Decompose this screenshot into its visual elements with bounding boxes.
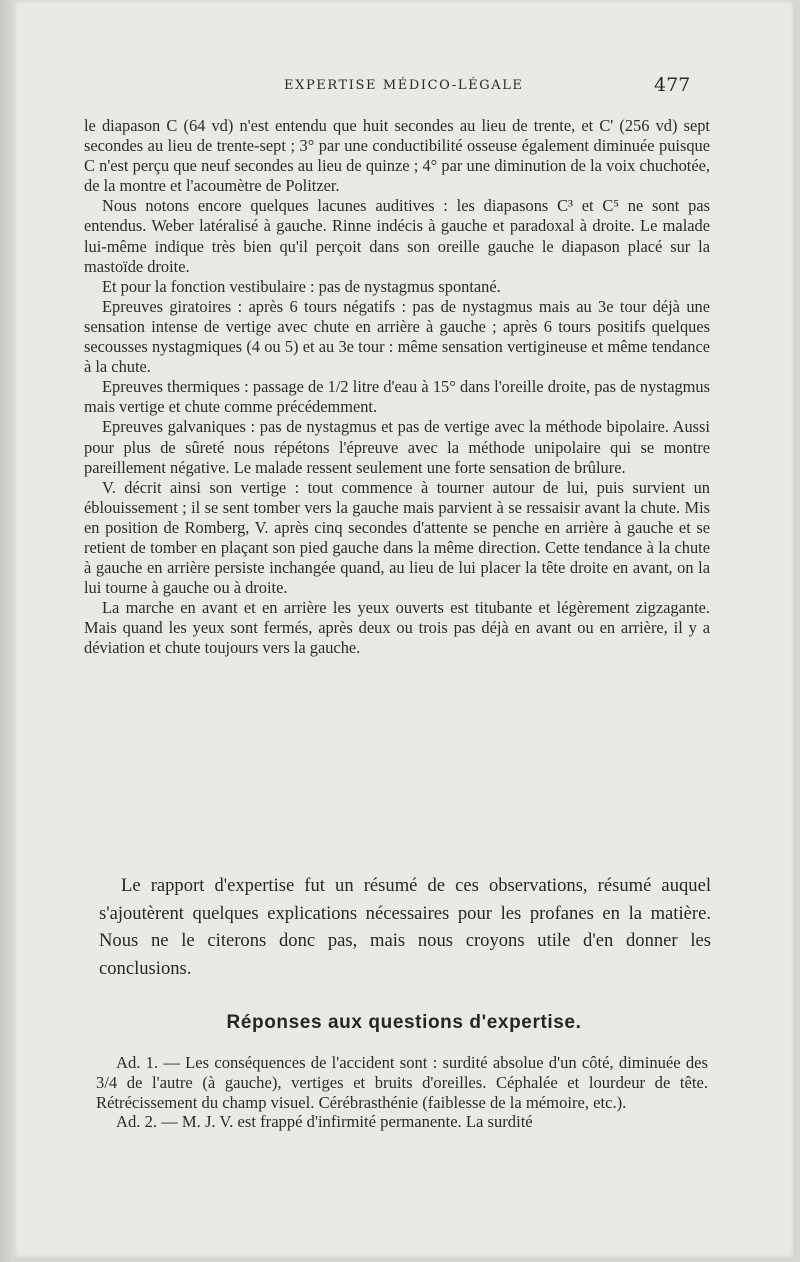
page-binding-edge — [0, 0, 14, 1262]
book-page — [14, 0, 794, 1258]
intro-paragraph: Le rapport d'expertise fut un résumé de ces observations, résumé auquel s'ajoutèrent quelques explications nécessaires pour les profanes en la matière. Nous ne le citerons donc pas, mais nous croyons utile d'en donner les conclusions. — [99, 875, 711, 979]
paragraph: V. décrit ainsi son vertige : tout commence à tourner autour de lui, puis survient un éblouissement ; il se sent tomber vers la gauche mais parvient à se ressaisir avant la chute. Mis en position de Romberg, V. après cinq secondes d'attente se penche en arrière à gauche et se retient de tomber en plaçant son pied gauche dans la même direction. Cette tendance à la chute à gauche en arrière persiste inchangée quand, au lieu de lui placer la tête droite en avant, on la lui tourne à gauche ou à droite. — [84, 477, 710, 598]
paragraph: Epreuves giratoires : après 6 tours négatifs : pas de nystagmus mais au 3e tour déjà une sensation intense de vertige avec chute en arrière à gauche ; après 6 tours positifs quelques secousses nystagmiques (4 ou 5) et au 3e tour : même sensation vertigineuse et même tendance à la chute. — [84, 296, 710, 377]
running-head: EXPERTISE MÉDICO-LÉGALE — [284, 78, 524, 93]
paragraph: Epreuves thermiques : passage de 1/2 litre d'eau à 15° dans l'oreille droite, pas de nystagmus mais vertige et chute comme précédemment. — [84, 377, 710, 417]
page-number: 477 — [654, 74, 691, 96]
page-header — [14, 72, 794, 102]
paragraph: le diapason C (64 vd) n'est entendu que huit secondes au lieu de trente, et C' (256 vd) sept secondes au lieu de trente-sept ; 3° par une conductibilité osseuse également diminuée puisque C n'est perçu que neuf secondes au lieu de quinze ; 4° par une diminution de la voix chuchotée, de la montre et l'acoumètre de Politzer. — [84, 116, 710, 196]
answer-paragraph: Ad. 2. — M. J. V. est frappé d'infirmité permanente. La surdité — [116, 1112, 533, 1132]
answer-paragraph: Ad. 1. — Les conséquences de l'accident sont : surdité absolue d'un côté, diminuée des 3/4 de l'autre (à gauche), vertiges et bruits d'oreilles. Céphalée et lourdeur de tête. Rétrécissement du champ visuel. Cérébrasthénie (faiblesse de la mémoire, etc.). — [96, 1053, 708, 1112]
paragraph: Epreuves galvaniques : pas de nystagmus et pas de vertige avec la méthode bipolaire. Aussi pour plus de sûreté nous répétons l'épreuve avec la méthode unipolaire qui se montre pareillement négative. Le malade ressent seulement une forte sensation de brûlure. — [84, 417, 710, 477]
paragraph: La marche en avant et en arrière les yeux ouverts est titubante et légèrement zigzagante. Mais quand les yeux sont fermés, après deux ou trois pas déjà en avant ou en arrière, il y a déviation et chute toujours vers la gauche. — [84, 598, 710, 658]
paragraph: Et pour la fonction vestibulaire : pas de nystagmus spontané. — [102, 276, 501, 296]
section-heading: Réponses aux questions d'expertise. — [226, 1012, 582, 1033]
paragraph: Nous notons encore quelques lacunes auditives : les diapasons C³ et C⁵ ne sont pas entendus. Weber latéralisé à gauche. Rinne indécis à gauche et paradoxal à droite. Le malade lui-même indique très bien qu'il perçoit dans son oreille gauche le diapason placé sur la mastoïde droite. — [84, 196, 710, 276]
body-text — [84, 116, 710, 659]
answers-section — [96, 1053, 708, 1132]
